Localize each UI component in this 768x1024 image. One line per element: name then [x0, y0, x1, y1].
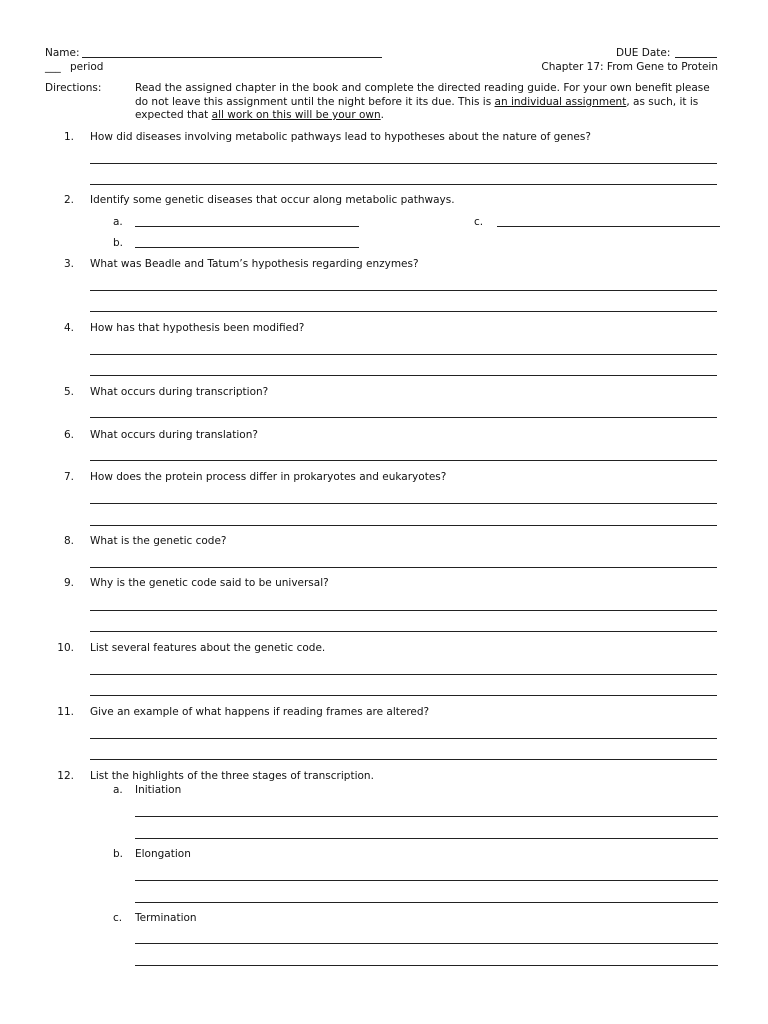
- answer-line[interactable]: [90, 738, 717, 739]
- directions-part-1: Read the assigned chapter in the book and complete the directed reading guide. For your own benefit please do not leave this assignment until the night before it its due. This is: [135, 82, 710, 108]
- directions-emphasis-own-work: all work on this will be your own: [211, 109, 381, 121]
- sub-item-letter: a.: [113, 784, 123, 796]
- sub-item-letter: a.: [113, 216, 123, 228]
- answer-line[interactable]: [90, 525, 717, 526]
- sub-item-letter: b.: [113, 237, 124, 249]
- chapter-title: Chapter 17: From Gene to Protein: [541, 61, 718, 73]
- question-text: List several features about the genetic code.: [90, 642, 326, 654]
- question-number: 12.: [57, 770, 74, 782]
- stage-label-initiation: Initiation: [135, 784, 182, 796]
- question-number: 1.: [63, 131, 74, 143]
- question-text: How does the protein process differ in prokaryotes and eukaryotes?: [90, 471, 447, 483]
- question-number: 3.: [63, 258, 74, 270]
- answer-line[interactable]: [90, 290, 717, 291]
- period-label: period: [70, 61, 104, 73]
- sub-item-letter: c.: [113, 912, 123, 924]
- directions-emphasis-individual: an individual assignment: [494, 95, 627, 108]
- answer-line[interactable]: [90, 184, 717, 185]
- question-number: 4.: [63, 322, 74, 334]
- directions-text: [135, 82, 719, 123]
- due-date-label: DUE Date:: [616, 47, 671, 59]
- question-text: What occurs during transcription?: [90, 386, 269, 398]
- question-number: 6.: [63, 429, 74, 441]
- answer-line[interactable]: [135, 247, 359, 248]
- question-text: How did diseases involving metabolic pathways lead to hypotheses about the nature of genes?: [90, 131, 591, 143]
- answer-line[interactable]: [135, 902, 718, 903]
- question-number: 7.: [63, 471, 74, 483]
- question-number: 11.: [57, 706, 74, 718]
- answer-line[interactable]: [135, 965, 718, 966]
- stage-label-elongation: Elongation: [135, 848, 191, 860]
- due-date-field[interactable]: [675, 57, 717, 58]
- answer-line[interactable]: [90, 311, 717, 312]
- question-number: 2.: [63, 194, 74, 206]
- question-number: 8.: [63, 535, 74, 547]
- sub-item-letter: c.: [474, 216, 484, 228]
- answer-line[interactable]: [135, 880, 718, 881]
- answer-line[interactable]: [90, 631, 717, 632]
- name-label: Name:: [45, 47, 80, 59]
- answer-line[interactable]: [135, 816, 718, 817]
- answer-line[interactable]: [90, 375, 717, 376]
- answer-line[interactable]: [135, 226, 359, 227]
- answer-line[interactable]: [90, 695, 717, 696]
- answer-line[interactable]: [90, 610, 717, 611]
- answer-line[interactable]: [90, 567, 717, 568]
- answer-line[interactable]: [135, 943, 718, 944]
- answer-line[interactable]: [90, 417, 717, 418]
- question-number: 5.: [63, 386, 74, 398]
- stage-label-termination: Termination: [135, 912, 197, 924]
- answer-line[interactable]: [90, 460, 717, 461]
- answer-line[interactable]: [90, 674, 717, 675]
- answer-line[interactable]: [90, 163, 717, 164]
- question-text: How has that hypothesis been modified?: [90, 322, 305, 334]
- question-text: What is the genetic code?: [90, 535, 227, 547]
- directions-part-2: , as such, it is expected that: [135, 95, 699, 121]
- directions-label: Directions:: [45, 82, 102, 94]
- period-blank[interactable]: ___: [45, 61, 61, 73]
- question-text: Identify some genetic diseases that occur along metabolic pathways.: [90, 194, 455, 206]
- answer-line[interactable]: [90, 503, 717, 504]
- answer-line[interactable]: [90, 354, 717, 355]
- sub-item-letter: b.: [113, 848, 124, 860]
- question-number: 9.: [63, 577, 74, 589]
- name-field[interactable]: [82, 57, 382, 58]
- question-text: What occurs during translation?: [90, 429, 258, 441]
- question-text: Give an example of what happens if reading frames are altered?: [90, 706, 430, 718]
- directions-part-3: .: [380, 109, 385, 121]
- question-text: List the highlights of the three stages of transcription.: [90, 770, 374, 782]
- question-text: Why is the genetic code said to be universal?: [90, 577, 329, 589]
- question-number: 10.: [57, 642, 74, 654]
- question-text: What was Beadle and Tatum’s hypothesis regarding enzymes?: [90, 258, 419, 270]
- answer-line[interactable]: [135, 838, 718, 839]
- answer-line[interactable]: [497, 226, 720, 227]
- answer-line[interactable]: [90, 759, 717, 760]
